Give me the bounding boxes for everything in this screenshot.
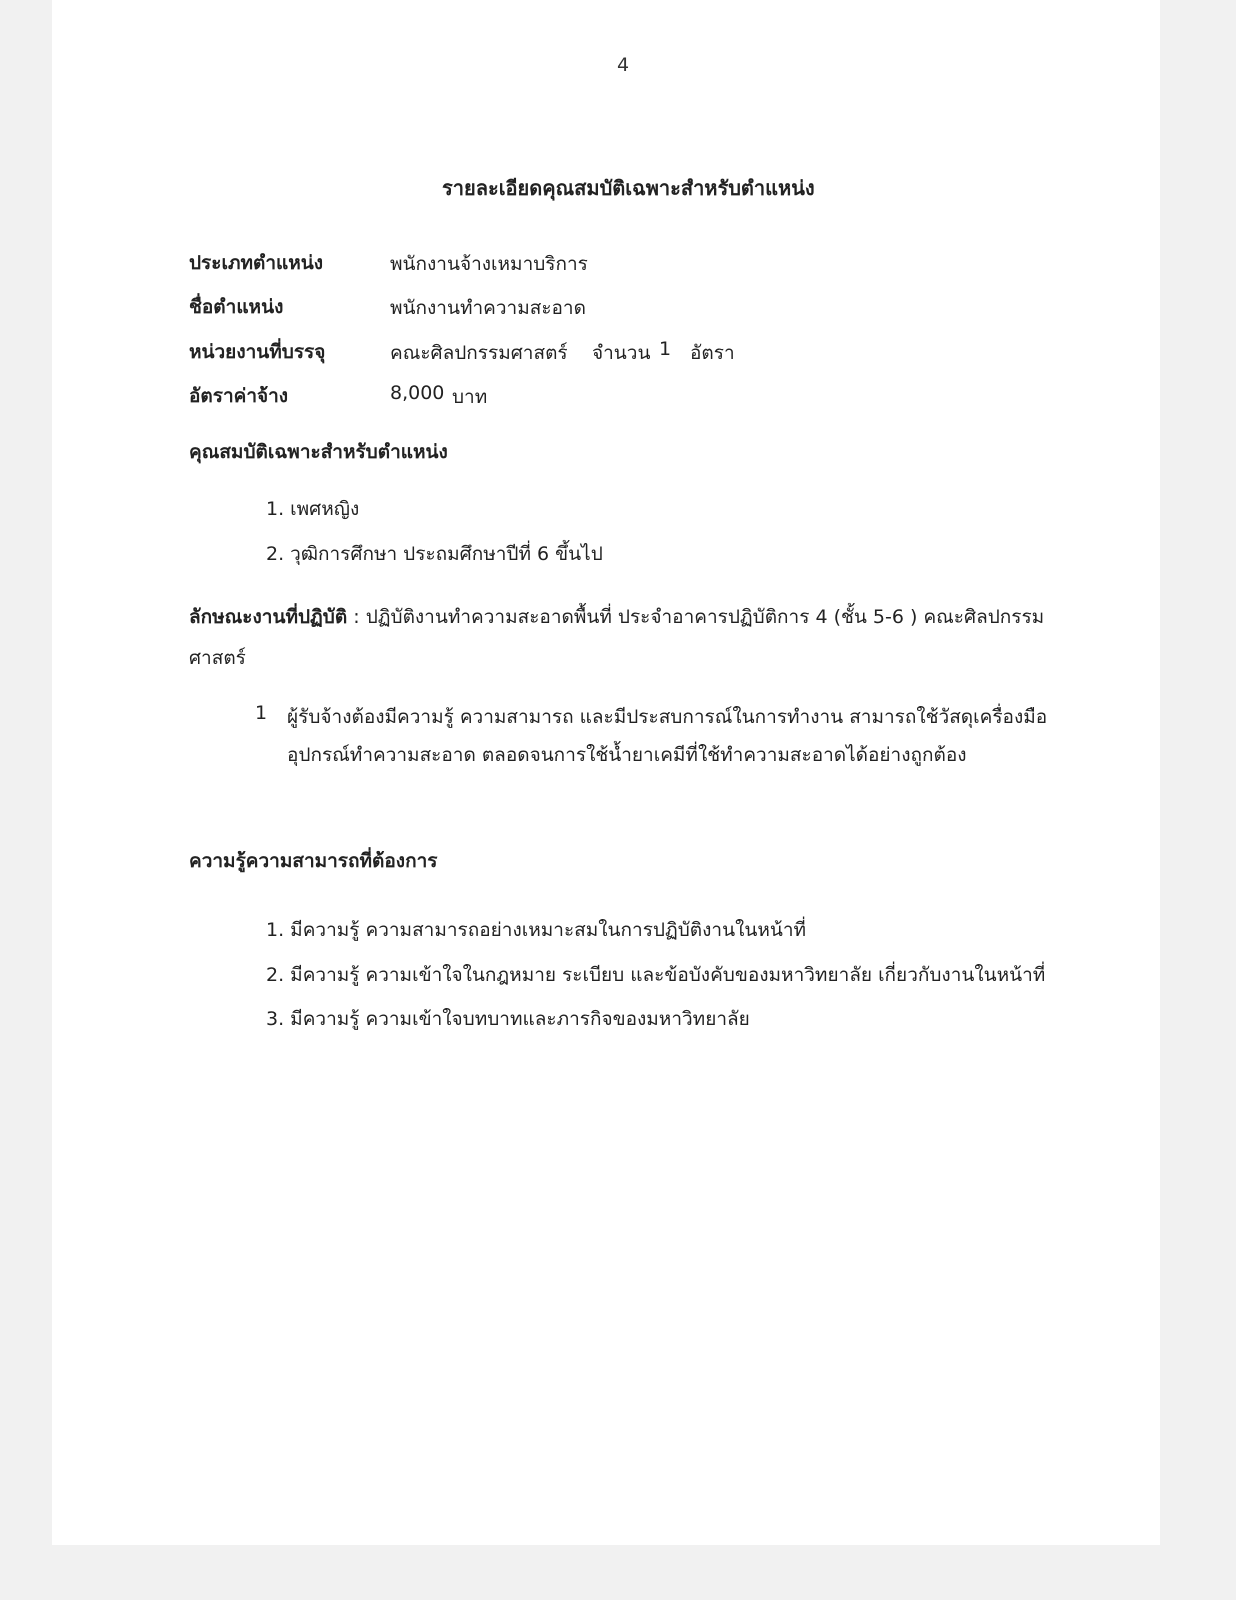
knowledge-item: 3. มีความรู้ ความเข้าใจบทบาทและภารกิจของมหาวิทยาลัย (266, 1008, 750, 1030)
duty-item-number: 1 (255, 702, 268, 724)
position-type-label: ประเภทตำแหน่ง (189, 252, 324, 274)
wage-unit: บาท (452, 386, 488, 408)
duties-colon: : (353, 606, 360, 628)
knowledge-item: 1. มีความรู้ ความสามารถอย่างเหมาะสมในการปฏิบัติงานในหน้าที่ (266, 919, 807, 941)
position-type-value: พนักงานจ้างเหมาบริการ (390, 253, 588, 275)
wage-label: อัตราค่าจ้าง (189, 385, 289, 407)
duties-paragraph (189, 602, 1044, 632)
knowledge-item: 2. มีความรู้ ความเข้าใจในกฎหมาย ระเบียบ และข้อบังคับของมหาวิทยาลัย เกี่ยวกับงานในหน้าที่ (266, 964, 1046, 986)
qualification-item: 2. วุฒิการศึกษา ประถมศึกษาปีที่ 6 ขึ้นไป (266, 543, 603, 565)
position-name-value: พนักงานทำความสะอาด (390, 297, 586, 319)
duties-label: ลักษณะงานที่ปฏิบัติ (189, 606, 348, 628)
count-value: 1 (659, 338, 672, 360)
count-label: จำนวน (592, 342, 651, 364)
duties-text-continued: ศาสตร์ (189, 647, 246, 669)
qualifications-heading: คุณสมบัติเฉพาะสำหรับตำแหน่ง (189, 441, 448, 463)
unit-value: คณะศิลปกรรมศาสตร์ (390, 342, 568, 364)
qualification-item: 1. เพศหญิง (266, 498, 360, 520)
unit-label: หน่วยงานที่บรรจุ (189, 341, 326, 363)
knowledge-heading: ความรู้ความสามารถที่ต้องการ (189, 850, 438, 872)
position-name-label: ชื่อตำแหน่ง (189, 296, 284, 318)
duties-text: ปฏิบัติงานทำความสะอาดพื้นที่ ประจำอาคารปฏิบัติการ 4 (ชั้น 5-6 ) คณะศิลปกรรม (365, 606, 1045, 628)
duty-item-text: ผู้รับจ้างต้องมีความรู้ ความสามารถ และมีประสบการณ์ในการทำงาน สามารถใช้วัสดุเครื่องมือ (287, 706, 1048, 728)
page-title: รายละเอียดคุณสมบัติเฉพาะสำหรับตำแหน่ง (442, 176, 815, 200)
page-number: 4 (617, 54, 630, 76)
count-unit: อัตรา (690, 342, 735, 364)
duty-item-text-continued: อุปกรณ์ทำความสะอาด ตลอดจนการใช้น้ำยาเคมีที่ใช้ทำความสะอาดได้อย่างถูกต้อง (287, 744, 967, 766)
document-page (52, 0, 1160, 1545)
wage-value: 8,000 (390, 382, 445, 404)
